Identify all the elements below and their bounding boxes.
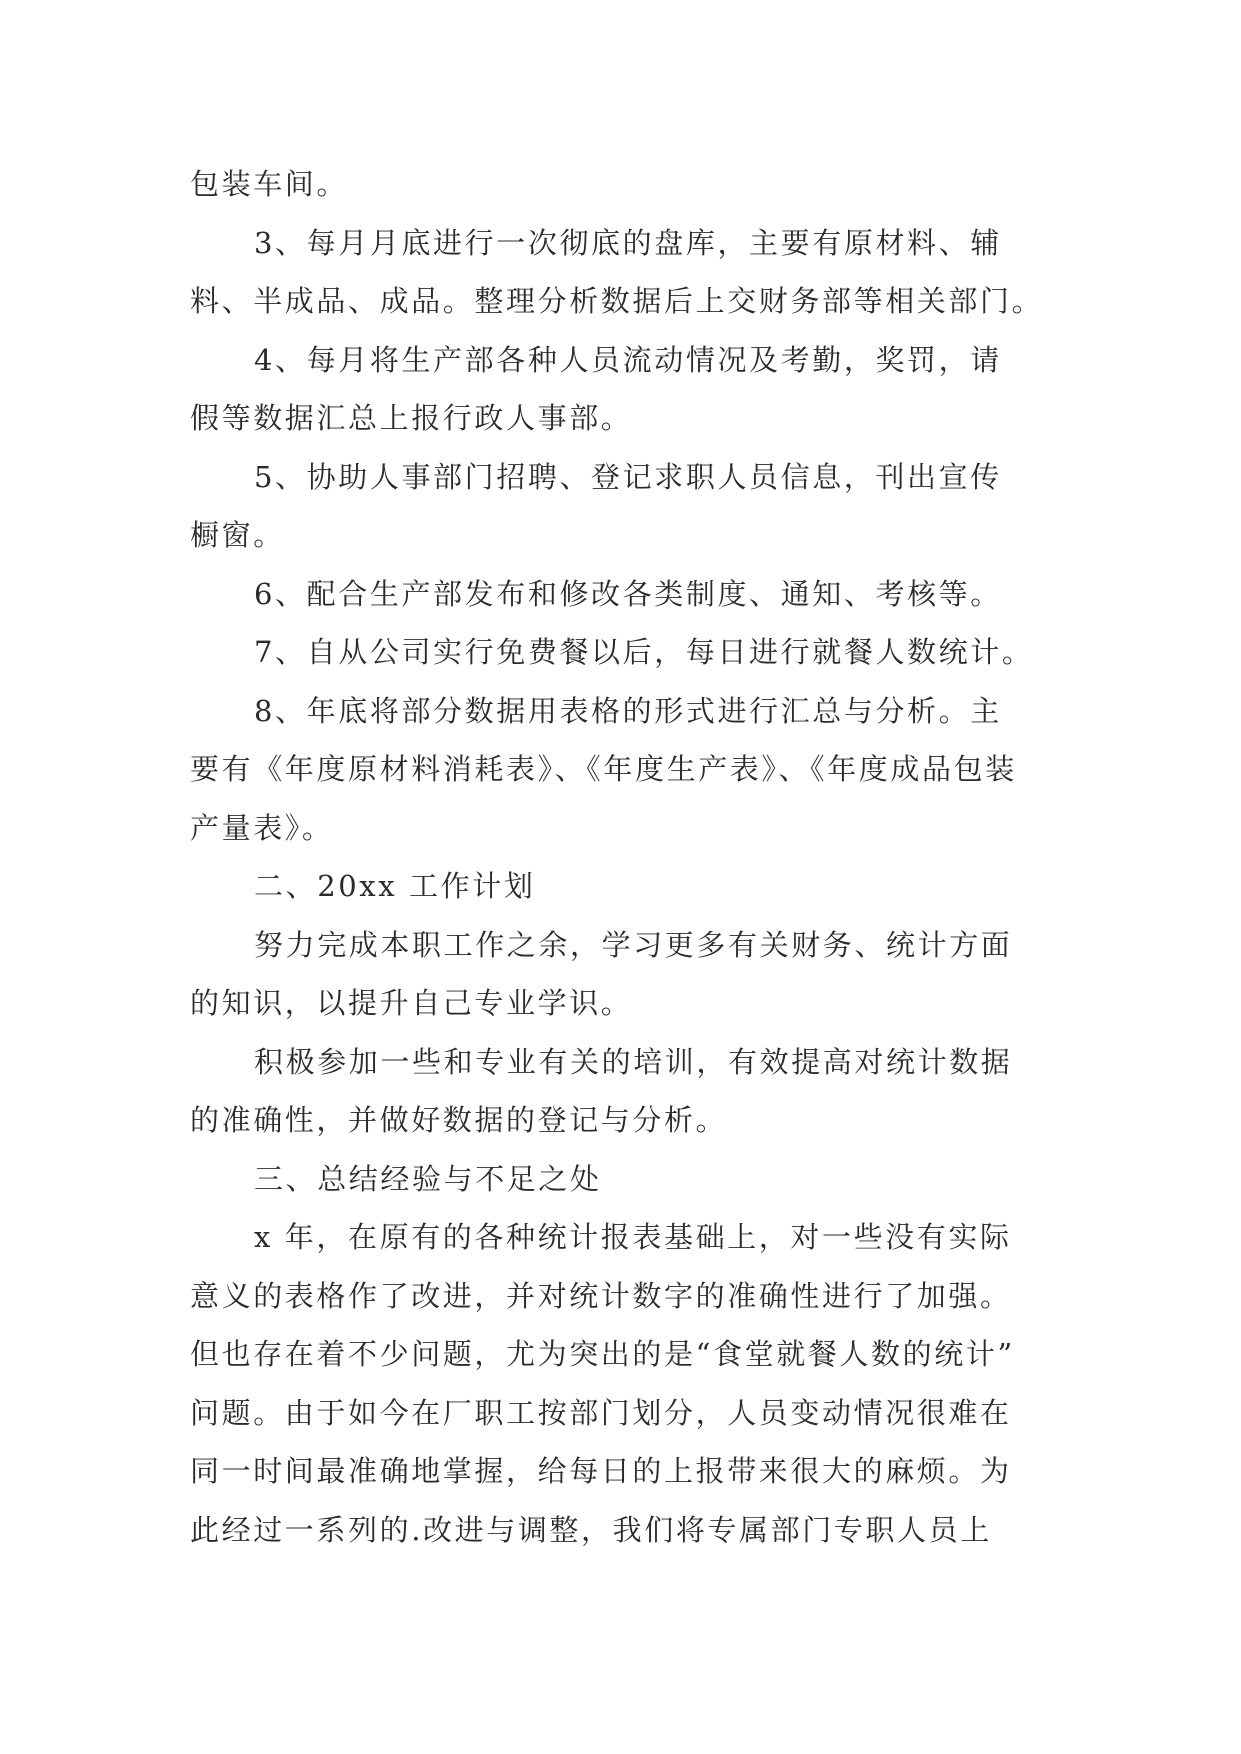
text-line: 橱窗。 xyxy=(190,518,285,552)
text-line: 同一时间最准确地掌握，给每日的上报带来很大的麻烦。为 xyxy=(190,1454,1012,1488)
text-line: 产量表》。 xyxy=(190,810,334,845)
text-line: 5、协助人事部门招聘、登记求职人员信息，刊出宣传 xyxy=(254,459,1002,494)
text-line: 努力完成本职工作之余，学习更多有关财务、统计方面 xyxy=(254,927,1013,962)
text-line: x 年，在原有的各种统计报表基础上，对一些没有实际 xyxy=(254,1220,1012,1254)
text-line: 6、配合生产部发布和修改各类制度、通知、考核等。 xyxy=(254,576,1002,611)
text-line: 此经过一系列的.改进与调整，我们将专属部门专职人员上 xyxy=(190,1512,992,1547)
text-line: 7、自从公司实行免费餐以后，每日进行就餐人数统计。 xyxy=(254,635,1034,669)
text-line: 意义的表格作了改进，并对统计数字的准确性进行了加强。 xyxy=(190,1278,1012,1313)
text-line: 的准确性，并做好数据的登记与分析。 xyxy=(190,1103,728,1137)
text-line: 包装车间。 xyxy=(190,167,349,201)
text-line: 的知识，以提升自己专业学识。 xyxy=(190,986,633,1020)
text-line: 但也存在着不少问题，尤为突出的是“食堂就餐人数的统计” xyxy=(190,1337,1015,1371)
text-line: 8、年底将部分数据用表格的形式进行汇总与分析。主 xyxy=(254,693,1002,728)
text-line: 问题。由于如今在厂职工按部门划分，人员变动情况很难在 xyxy=(190,1395,1012,1430)
document-body xyxy=(190,155,1052,1559)
text-line: 料、半成品、成品。整理分析数据后上交财务部等相关部门。 xyxy=(190,284,1044,318)
text-line: 积极参加一些和专业有关的培训，有效提高对统计数据 xyxy=(254,1044,1013,1079)
text-line: 要有《年度原材料消耗表》、《年度生产表》、《年度成品包装 xyxy=(190,752,1017,786)
section-heading: 二、20xx 工作计划 xyxy=(254,869,536,903)
text-line: 3、每月月底进行一次彻底的盘库，主要有原材料、辅 xyxy=(254,225,1002,260)
text-line: 4、每月将生产部各种人员流动情况及考勤，奖罚，请 xyxy=(254,342,1002,377)
text-line: 假等数据汇总上报行政人事部。 xyxy=(190,401,633,435)
section-heading: 三、总结经验与不足之处 xyxy=(254,1161,602,1196)
